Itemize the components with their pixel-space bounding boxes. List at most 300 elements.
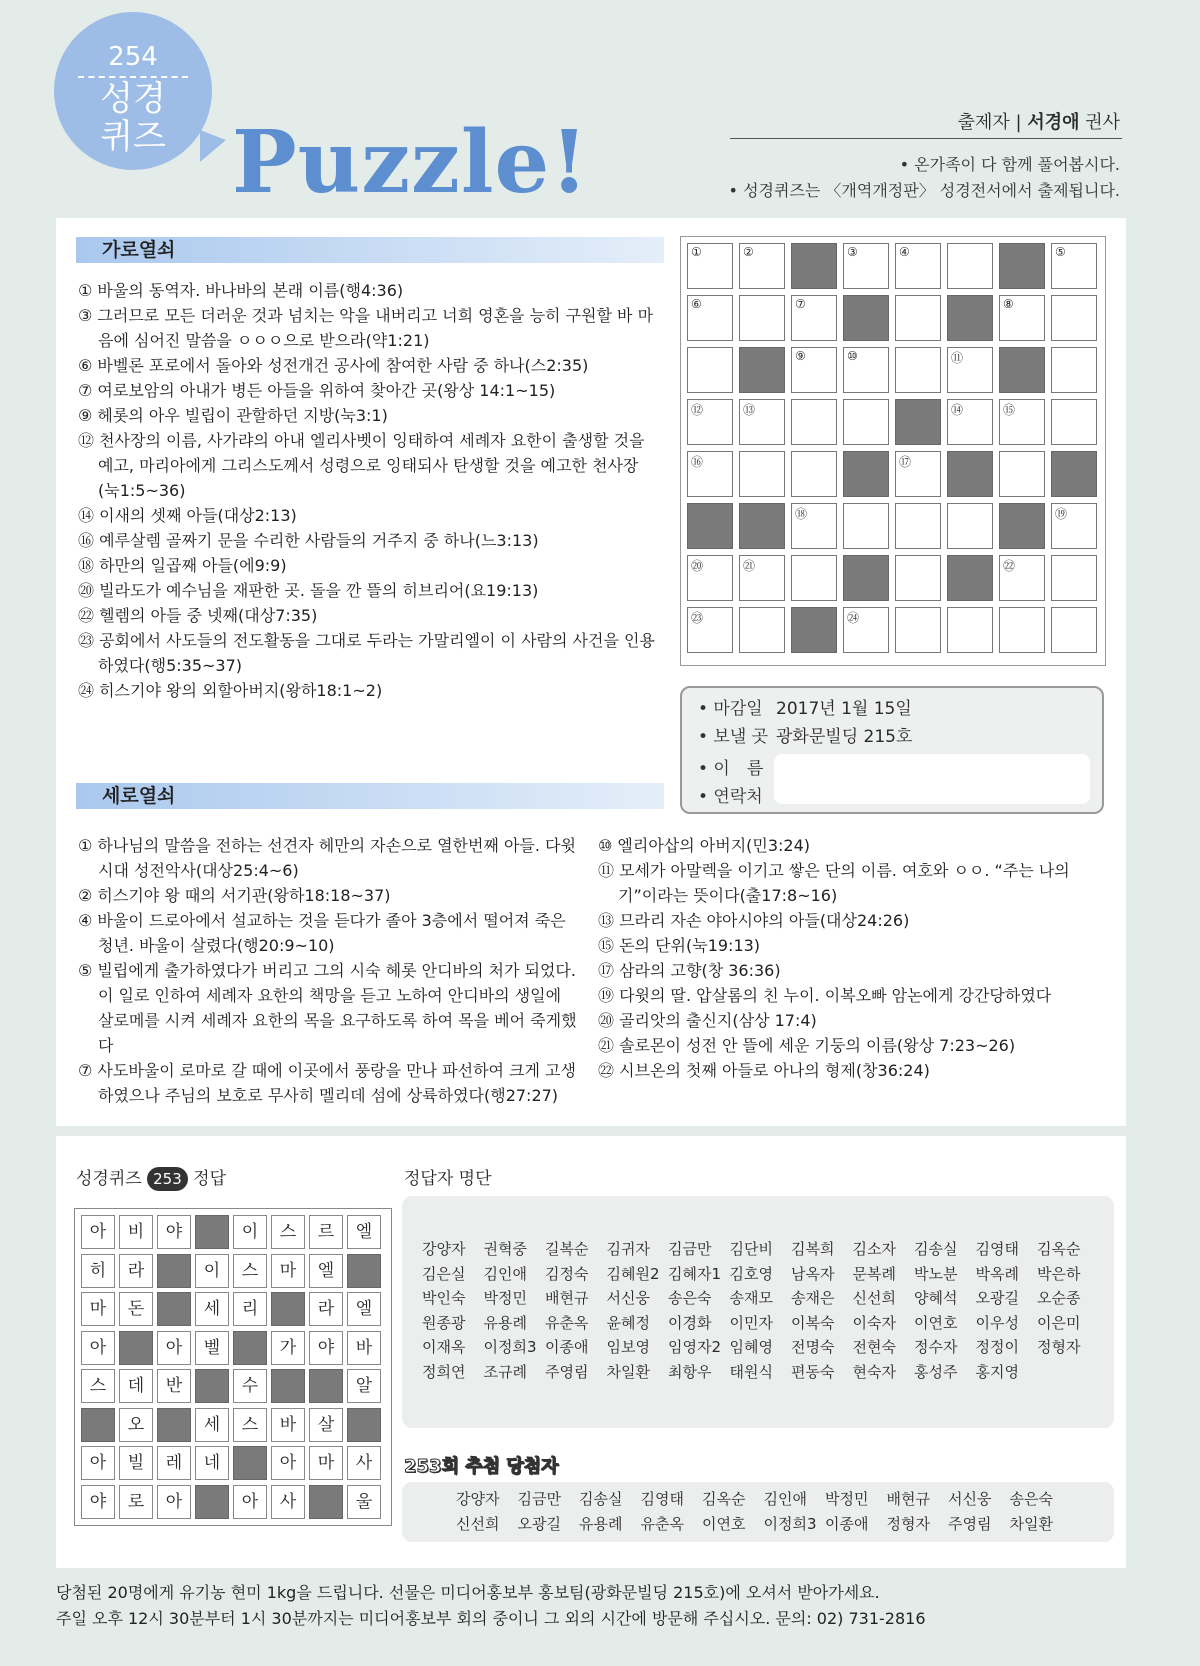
crossword-cell[interactable] <box>687 555 733 601</box>
clue-number: ⑰ <box>899 455 912 469</box>
answer-cell: 야 <box>309 1331 343 1365</box>
clue-item: ⑩ 엘리아삽의 아버지(민3:24) <box>598 836 811 855</box>
clue-item: ⑨ 헤롯의 아우 빌립이 관할하던 지방(눅3:1) <box>78 406 388 425</box>
answer-block <box>233 1446 267 1480</box>
crossword-grid[interactable] <box>680 236 1106 666</box>
correct-name: 이연호 <box>914 1313 958 1332</box>
clue-number: ④ <box>899 245 910 259</box>
submission-info <box>680 686 1104 814</box>
clue-number: ③ <box>847 245 858 259</box>
correct-name: 유용례 <box>483 1313 527 1332</box>
down-header: 세로열쇠 <box>76 783 664 809</box>
crossword-cell[interactable] <box>739 607 785 653</box>
answer-cell: 아 <box>271 1446 305 1480</box>
crossword-cell[interactable] <box>791 503 837 549</box>
correct-name: 박정민 <box>483 1289 527 1307</box>
correct-name: 이복숙 <box>791 1313 835 1332</box>
answer-cell: 아 <box>157 1485 191 1519</box>
crossword-block <box>687 503 733 549</box>
crossword-block <box>947 295 993 341</box>
note-2: • 성경퀴즈는 〈개역개정판〉 성경전서에서 출제됩니다. <box>728 181 1120 200</box>
answer-cell: 야 <box>81 1485 115 1519</box>
crossword-cell[interactable] <box>739 555 785 601</box>
clue-number: ⑩ <box>847 349 858 363</box>
answer-block <box>271 1369 305 1403</box>
correct-name: 박은하 <box>1037 1264 1081 1283</box>
answer-block <box>157 1408 191 1442</box>
footer-line-1: 당첨된 20명에게 유기농 현미 1kg을 드립니다. 선물은 미디어홍보부 홍보팀(광화문빌딩 215호)에 오셔서 받아가세요. <box>56 1583 880 1602</box>
answer-block <box>233 1331 267 1365</box>
crossword-cell[interactable] <box>687 347 733 393</box>
answer-cell: 세 <box>195 1408 229 1442</box>
answer-cell: 이 <box>195 1254 229 1288</box>
clue-item: ⑮ 돈의 단위(눅19:13) <box>598 936 761 955</box>
correct-name: 홍성주 <box>914 1362 958 1381</box>
answer-block <box>157 1254 191 1288</box>
answer-block <box>347 1408 381 1442</box>
winner-name: 박정민 <box>825 1490 869 1508</box>
answer-cell: 스 <box>81 1369 115 1403</box>
answer-block <box>195 1485 229 1519</box>
correct-name: 김복희 <box>791 1240 835 1258</box>
crossword-block <box>999 347 1045 393</box>
winner-name: 오광길 <box>517 1514 561 1533</box>
crossword-cell[interactable] <box>1051 503 1097 549</box>
correct-name: 임혜영 <box>729 1338 773 1356</box>
answer-cell: 벨 <box>195 1331 229 1365</box>
answer-cell: 마 <box>309 1446 343 1480</box>
answer-cell: 데 <box>119 1369 153 1403</box>
correct-name: 송재은 <box>791 1289 835 1307</box>
crossword-cell[interactable] <box>895 347 941 393</box>
crossword-cell[interactable] <box>947 607 993 653</box>
winner-name: 김영태 <box>640 1490 684 1508</box>
winner-name: 김인애 <box>763 1490 807 1508</box>
correct-name: 권혁중 <box>483 1240 527 1258</box>
clue-item: ㉒ 시브온의 첫째 아들로 아나의 형제(창36:24) <box>598 1061 930 1080</box>
badge-title-1: 성경 <box>100 79 166 119</box>
correct-name: 전명숙 <box>791 1338 835 1356</box>
correct-name: 임영자2 <box>668 1338 722 1356</box>
correct-name: 정수자 <box>914 1338 958 1356</box>
crossword-cell[interactable] <box>895 295 941 341</box>
crossword-cell[interactable] <box>791 555 837 601</box>
crossword-cell[interactable] <box>999 451 1045 497</box>
clue-item: ① 바울의 동역자. 바나바의 본래 이름(행4:36) <box>78 281 404 300</box>
crossword-cell[interactable] <box>947 347 993 393</box>
winner-name: 강양자 <box>456 1490 500 1508</box>
crossword-block <box>947 451 993 497</box>
crossword-cell[interactable] <box>843 347 889 393</box>
answer-cell: 아 <box>81 1215 115 1249</box>
correct-name: 조규례 <box>483 1362 527 1381</box>
correct-name: 주영림 <box>545 1362 589 1381</box>
winner-name: 유용례 <box>579 1514 623 1533</box>
clue-number: ⑬ <box>743 403 756 417</box>
crossword-cell[interactable] <box>1051 607 1097 653</box>
clue-item: ⑦ 여로보암의 아내가 병든 아들을 위하여 찾아간 곳(왕상 14:1~15) <box>78 381 556 400</box>
correct-name: 송재모 <box>729 1289 773 1307</box>
answer-cell: 야 <box>157 1215 191 1249</box>
answer-cell: 엘 <box>309 1254 343 1288</box>
correct-name: 길복순 <box>545 1240 589 1258</box>
deadline-value: 2017년 1월 15일 <box>776 699 912 719</box>
clue-number: ⑦ <box>795 297 806 311</box>
crossword-cell[interactable] <box>1051 399 1097 445</box>
crossword-cell[interactable] <box>791 399 837 445</box>
correct-name: 배현규 <box>545 1289 589 1307</box>
crossword-cell[interactable] <box>895 503 941 549</box>
correct-name: 김송실 <box>914 1240 958 1258</box>
clue-number: ⑮ <box>1003 403 1016 417</box>
crossword-cell[interactable] <box>895 555 941 601</box>
puzzle-title: Puzzle! <box>232 112 590 213</box>
answer-cell: 바 <box>347 1331 381 1365</box>
answer-cell: 마 <box>81 1292 115 1326</box>
answer-cell: 세 <box>195 1292 229 1326</box>
across-header: 가로열쇠 <box>76 237 664 263</box>
answer-cell: 가 <box>271 1331 305 1365</box>
answer-cell: 바 <box>271 1408 305 1442</box>
answer-cell: 아 <box>157 1331 191 1365</box>
clue-item: ⑯ 예루살렘 골짜기 문을 수리한 사람들의 거주지 중 하나(느3:13) <box>78 531 539 550</box>
correct-name: 박인숙 <box>422 1289 466 1307</box>
badge-title-2: 퀴즈 <box>100 117 166 157</box>
crossword-cell[interactable] <box>739 399 785 445</box>
crossword-block <box>843 451 889 497</box>
correct-name: 남옥자 <box>791 1264 835 1283</box>
correct-name: 오광길 <box>975 1289 1019 1307</box>
answer-cell: 리 <box>233 1292 267 1326</box>
correct-name: 문복례 <box>852 1264 896 1283</box>
crossword-cell[interactable] <box>687 295 733 341</box>
answer-cell: 사 <box>347 1446 381 1480</box>
correct-name: 이경화 <box>668 1313 712 1332</box>
correct-name: 서신웅 <box>606 1289 650 1307</box>
correct-name: 편동숙 <box>791 1362 835 1381</box>
correct-name: 이숙자 <box>852 1313 896 1332</box>
correct-name: 김인애 <box>483 1264 527 1283</box>
badge-tail <box>200 130 226 162</box>
clue-item: ⑳ 골리앗의 출신지(삼상 17:4) <box>598 1011 817 1030</box>
answer-cell: 마 <box>271 1254 305 1288</box>
answer-cell: 로 <box>119 1485 153 1519</box>
down-clues-right <box>598 833 1108 1083</box>
clue-item: ⑦ 사도바울이 로마로 갈 때에 이곳에서 풍랑을 만나 파선하여 크게 고생하였으나 주님의 보호로 무사히 멜리데 섬에 상륙하였다(행27:27) <box>78 1061 576 1105</box>
answer-cell: 라 <box>309 1292 343 1326</box>
correct-name: 차일환 <box>606 1362 650 1381</box>
answer-cell: 스 <box>271 1215 305 1249</box>
crossword-cell[interactable] <box>895 451 941 497</box>
answer-cell: 스 <box>233 1408 267 1442</box>
crossword-cell[interactable] <box>843 607 889 653</box>
answer-block <box>347 1254 381 1288</box>
correct-name: 유춘옥 <box>545 1313 589 1332</box>
clue-number: ㉑ <box>743 559 756 573</box>
crossword-cell[interactable] <box>739 295 785 341</box>
clue-number: ⑱ <box>795 507 808 521</box>
crossword-cell[interactable] <box>843 243 889 289</box>
clue-item: ㉑ 솔로몬이 성전 안 뜰에 세운 기둥의 이름(왕상 7:23~26) <box>598 1036 1016 1055</box>
crossword-cell[interactable] <box>843 503 889 549</box>
crossword-cell[interactable] <box>739 451 785 497</box>
crossword-cell[interactable] <box>999 607 1045 653</box>
answer-block <box>309 1485 343 1519</box>
clue-item: ⑲ 다윗의 딸. 압살롬의 친 누이. 이복오빠 암논에게 강간당하였다 <box>598 986 1052 1005</box>
answers-title <box>76 1164 226 1191</box>
clue-item: ⑪ 모세가 아말렉을 이기고 쌓은 단의 이름. 여호와 ㅇㅇ. “주는 나의 기”이라는 뜻이다(출17:8~16) <box>598 861 1070 905</box>
crossword-block <box>739 503 785 549</box>
crossword-cell[interactable] <box>999 555 1045 601</box>
answer-cell: 네 <box>195 1446 229 1480</box>
answer-cell: 라 <box>119 1254 153 1288</box>
clue-number: ⑤ <box>1055 245 1066 259</box>
crossword-block <box>843 295 889 341</box>
crossword-cell[interactable] <box>843 399 889 445</box>
contact-label: • 연락처 <box>698 787 763 807</box>
winner-name: 이정희3 <box>763 1514 817 1533</box>
correct-list-title: 정답자 명단 <box>404 1169 492 1189</box>
clue-item: ① 하나님의 말씀을 전하는 선견자 헤만의 자손으로 열한번째 아들. 다윗시대 성전악사(대상25:4~6) <box>78 836 576 880</box>
crossword-cell[interactable] <box>1051 243 1097 289</box>
crossword-cell[interactable] <box>947 399 993 445</box>
crossword-cell[interactable] <box>687 607 733 653</box>
clue-number: ① <box>691 245 702 259</box>
crossword-cell[interactable] <box>687 451 733 497</box>
author-underline <box>730 138 1122 139</box>
crossword-cell[interactable] <box>1051 555 1097 601</box>
correct-name: 박옥례 <box>975 1264 1019 1283</box>
correct-name: 김호영 <box>729 1264 773 1283</box>
correct-name: 홍지영 <box>975 1362 1019 1381</box>
correct-list-box <box>402 1196 1114 1428</box>
clue-item: ⑰ 삼라의 고향(창 36:36) <box>598 961 781 980</box>
clue-number: ㉒ <box>1003 559 1016 573</box>
badge-divider <box>78 76 188 78</box>
send-value: 광화문빌딩 215호 <box>776 727 913 747</box>
crossword-cell[interactable] <box>999 399 1045 445</box>
author-suffix: 권사 <box>1085 112 1120 133</box>
correct-name: 김혜원2 <box>606 1264 660 1283</box>
correct-name: 이정희3 <box>483 1338 537 1356</box>
clue-item: ⑤ 빌립에게 출가하였다가 버리고 그의 시숙 헤롯 안디바의 처가 되었다. 이 일로 인하여 세례자 요한의 책망을 듣고 노하여 안디바의 생일에 살로메를 시켜 세례자 요한의 목을 요구하도록 하여 목을 베어 죽게했다 <box>78 961 577 1055</box>
correct-name: 김금만 <box>668 1240 712 1258</box>
send-label: • 보낼 곳 <box>698 727 769 747</box>
correct-name: 김영태 <box>975 1240 1019 1258</box>
correct-name: 양혜석 <box>914 1289 958 1307</box>
clue-number: ㉓ <box>691 611 704 625</box>
answer-cell: 이 <box>233 1215 267 1249</box>
answer-cell: 돈 <box>119 1292 153 1326</box>
author-label: 출제자 | <box>957 112 1022 133</box>
name-label: • 이 름 <box>698 759 764 779</box>
answer-cell: 아 <box>233 1485 267 1519</box>
answer-grid <box>74 1208 392 1526</box>
answer-block <box>81 1408 115 1442</box>
clue-number: ⑭ <box>951 403 964 417</box>
answer-block <box>309 1369 343 1403</box>
clue-number: ② <box>743 245 754 259</box>
correct-name: 전현숙 <box>852 1338 896 1356</box>
answer-cell: 울 <box>347 1485 381 1519</box>
winner-name: 서신웅 <box>948 1490 992 1508</box>
name-contact-field[interactable] <box>774 754 1090 804</box>
answer-cell: 아 <box>81 1331 115 1365</box>
winner-name: 김옥순 <box>702 1490 746 1508</box>
issue-number: 254 <box>108 42 158 72</box>
author-name: 서경애 <box>1027 112 1080 133</box>
winner-name: 유춘옥 <box>640 1514 684 1533</box>
clue-number: ⑧ <box>1003 297 1014 311</box>
clue-item: ⑭ 이새의 셋째 아들(대상2:13) <box>78 506 297 525</box>
answer-cell: 엘 <box>347 1215 381 1249</box>
correct-name: 최항우 <box>668 1362 712 1381</box>
answer-cell: 레 <box>157 1446 191 1480</box>
issue-badge <box>54 12 212 170</box>
clue-item: ③ 그러므로 모든 더러운 것과 넘치는 악을 내버리고 너희 영혼을 능히 구원할 바 마음에 심어진 말씀을 ㅇㅇㅇ으로 받으라(약1:21) <box>78 306 654 350</box>
deadline-label: • 마감일 <box>698 699 763 719</box>
correct-name: 오순종 <box>1037 1289 1081 1307</box>
correct-name: 이재옥 <box>422 1338 466 1356</box>
correct-name: 김소자 <box>852 1240 896 1258</box>
answer-cell: 오 <box>119 1408 153 1442</box>
crossword-cell[interactable] <box>999 295 1045 341</box>
clue-item: ㉒ 헬렘의 아들 중 넷째(대상7:35) <box>78 606 318 625</box>
footer-line-2: 주일 오후 12시 30분부터 1시 30분까지는 미디어홍보부 회의 중이니 그 외의 시간에 방문해 주십시오. 문의: 02) 731-2816 <box>56 1609 926 1628</box>
correct-name: 김혜자1 <box>668 1264 722 1283</box>
answer-block <box>195 1215 229 1249</box>
clue-number: ⑪ <box>951 351 964 365</box>
crossword-cell[interactable] <box>1051 295 1097 341</box>
crossword-cell[interactable] <box>791 451 837 497</box>
correct-name: 김정숙 <box>545 1264 589 1283</box>
answer-cell: 르 <box>309 1215 343 1249</box>
winner-name: 송은숙 <box>1009 1490 1053 1508</box>
crossword-block <box>791 607 837 653</box>
clue-number: ⑫ <box>691 403 704 417</box>
answer-block <box>195 1369 229 1403</box>
correct-name: 김은실 <box>422 1264 466 1283</box>
clue-number: ⑨ <box>795 349 806 363</box>
winner-name: 주영림 <box>948 1514 992 1533</box>
clue-number: ⑥ <box>691 297 702 311</box>
crossword-block <box>947 555 993 601</box>
clue-item: ㉔ 히스기야 왕의 외할아버지(왕하18:1~2) <box>78 681 383 700</box>
crossword-block <box>895 399 941 445</box>
crossword-cell[interactable] <box>791 347 837 393</box>
clue-number: ⑯ <box>691 455 704 469</box>
winner-name: 신선희 <box>456 1514 500 1533</box>
correct-name: 현숙자 <box>852 1362 896 1381</box>
answer-cell: 스 <box>233 1254 267 1288</box>
note-1: • 온가족이 다 함께 풀어봅시다. <box>899 155 1120 174</box>
answer-block <box>119 1331 153 1365</box>
crossword-cell[interactable] <box>687 399 733 445</box>
answer-cell: 엘 <box>347 1292 381 1326</box>
correct-name: 임보영 <box>606 1338 650 1356</box>
correct-name: 원종광 <box>422 1313 466 1332</box>
correct-name: 윤혜정 <box>606 1313 650 1332</box>
across-clues <box>78 278 660 703</box>
crossword-block <box>999 503 1045 549</box>
answers-title-prefix: 성경퀴즈 <box>76 1169 142 1189</box>
answer-cell: 알 <box>347 1369 381 1403</box>
correct-name: 정정이 <box>975 1338 1019 1356</box>
winner-name: 정형자 <box>886 1514 930 1533</box>
correct-name: 태원식 <box>729 1362 773 1381</box>
winner-name: 이연호 <box>702 1514 746 1533</box>
clue-item: ㉓ 공회에서 사도들의 전도활동을 그대로 두라는 가말리엘이 이 사람의 사건을 인용하였다(행5:35~37) <box>78 631 655 675</box>
answer-cell: 아 <box>81 1446 115 1480</box>
clue-item: ② 히스기야 왕 때의 서기관(왕하18:18~37) <box>78 886 391 905</box>
clue-item: ⑫ 천사장의 이름, 사가랴의 아내 엘리사벳이 잉태하여 세례자 요한이 출생할 것을 예고, 마리아에게 그리스도께서 성령으로 잉태되사 탄생할 것을 예고한 천사장(눅1:5~36) <box>78 431 645 500</box>
clue-item: ⑳ 빌라도가 예수님을 재판한 곳. 돌을 깐 뜰의 히브리어(요19:13) <box>78 581 539 600</box>
answer-cell: 비 <box>119 1215 153 1249</box>
answer-cell: 히 <box>81 1254 115 1288</box>
winner-name: 차일환 <box>1009 1514 1053 1533</box>
correct-name: 이민자 <box>729 1313 773 1332</box>
correct-name: 이종애 <box>545 1338 589 1356</box>
clue-item: ④ 바울이 드로아에서 설교하는 것을 듣다가 졸아 3층에서 떨어져 죽은 청년. 바울이 살렸다(행20:9~10) <box>78 911 566 955</box>
winner-name: 김금만 <box>517 1490 561 1508</box>
clue-item: ⑬ 므라리 자손 야아시야의 아들(대상24:26) <box>598 911 910 930</box>
crossword-block <box>999 243 1045 289</box>
crossword-cell[interactable] <box>895 243 941 289</box>
crossword-cell[interactable] <box>1051 347 1097 393</box>
author-line <box>958 108 1120 134</box>
correct-name: 이우성 <box>975 1313 1019 1332</box>
winner-name: 김송실 <box>579 1490 623 1508</box>
answer-cell: 살 <box>309 1408 343 1442</box>
answer-block <box>271 1292 305 1326</box>
answer-cell: 사 <box>271 1485 305 1519</box>
correct-name: 김귀자 <box>606 1240 650 1258</box>
correct-name: 정희연 <box>422 1362 466 1381</box>
answer-cell: 빌 <box>119 1446 153 1480</box>
clue-item: ⑥ 바벨론 포로에서 돌아와 성전개건 공사에 참여한 사람 중 하나(스2:35) <box>78 356 589 375</box>
down-clues-left <box>78 833 578 1108</box>
correct-name: 김옥순 <box>1037 1240 1081 1258</box>
answer-cell: 반 <box>157 1369 191 1403</box>
crossword-cell[interactable] <box>947 503 993 549</box>
winners-title: 253회 추첨 당첨자 <box>404 1456 559 1477</box>
correct-name: 강양자 <box>422 1240 466 1258</box>
winners-box <box>402 1482 1114 1542</box>
answers-title-suffix: 정답 <box>193 1169 227 1189</box>
clue-item: ⑱ 하만의 일곱째 아들(에9:9) <box>78 556 287 575</box>
crossword-block <box>739 347 785 393</box>
crossword-block <box>791 243 837 289</box>
winner-name: 이종애 <box>825 1514 869 1533</box>
clue-number: ⑲ <box>1055 507 1068 521</box>
correct-name: 이은미 <box>1037 1313 1081 1332</box>
crossword-cell[interactable] <box>687 243 733 289</box>
answers-title-number: 253 <box>147 1167 188 1191</box>
correct-name: 신선희 <box>852 1289 896 1307</box>
winner-name: 배현규 <box>886 1490 930 1508</box>
crossword-cell[interactable] <box>895 607 941 653</box>
clue-number: ㉔ <box>847 611 860 625</box>
clue-number: ⑳ <box>691 559 704 573</box>
crossword-cell[interactable] <box>791 295 837 341</box>
answer-cell: 수 <box>233 1369 267 1403</box>
crossword-block <box>843 555 889 601</box>
correct-name: 김단비 <box>729 1240 773 1258</box>
crossword-cell[interactable] <box>739 243 785 289</box>
crossword-cell[interactable] <box>947 243 993 289</box>
correct-name: 정형자 <box>1037 1338 1081 1356</box>
answer-block <box>157 1292 191 1326</box>
